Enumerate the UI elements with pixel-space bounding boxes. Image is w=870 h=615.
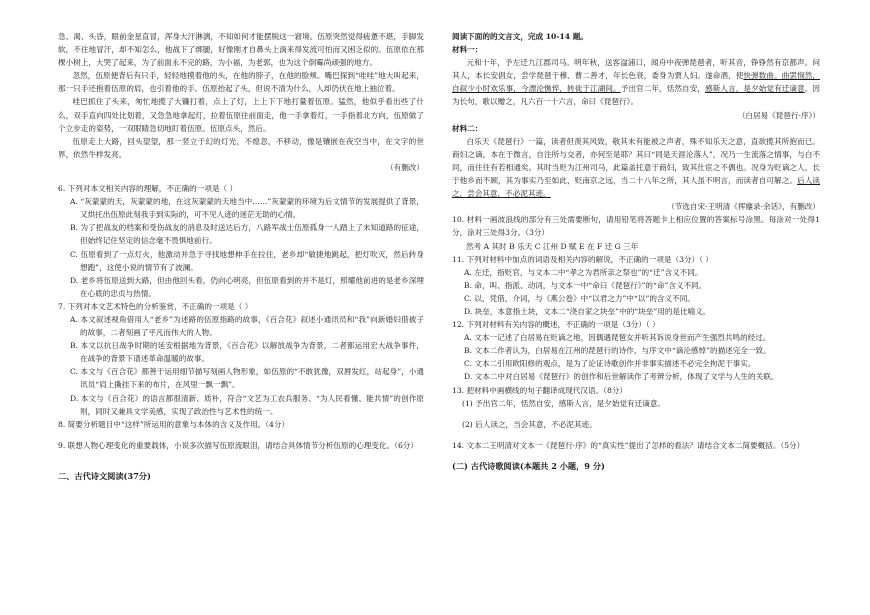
- question-13: 13. 把材料中画横线的句子翻译成现代汉语。（8分）: [452, 385, 627, 395]
- question-13-item-1: (1) 予出官二年，恬然自安，感斯人言，是夕始觉有迁谪意。: [462, 398, 666, 408]
- material-2-part-a: 白乐天《琵琶行》一篇，读者但羡其风致，敬其未有能被之声者，殊不知乐天之意，直欲揽其所抱而已。商妇之谪，本在于微言，自注所与交者，亦何至是耶？其曰“同是天涯沦落人”，况乃一生流落之情事，与白不同，而往往有若相通矣。其时当贬为江州司马，此篇盖托意于商妇，致其仕宦之不偶也。况身为贬谪之人，长于他乡而不顾，其为事实乃至如此，贬南京之远，当二十八年之所，其人虽不明言，而读者自可解之。: [452, 136, 820, 186]
- question-12-stem: 12. 下列对材料有关内容的概述，不正确的一项是（3分）（ ）: [452, 320, 660, 330]
- story-paragraph-2: 忽然，伍原便背后有只手，轻轻地摸着他的头，在他的脖子，在他的脸颊。嘴巴探到“哇哇”地大叫起来，那一只手还抱着伍原的肩，也引着他的手。伍原抬起了头，但说不清为什么，人却仍伏在地上抽泣着。: [58, 71, 424, 94]
- question-11-option-d: D. 块垒，本意指土块，文本二“浇自家之块垒”中的“块垒”用的是比喻义。: [464, 306, 711, 316]
- question-13-item-2: (2) 后人读之，当会其意，不必泥其迹。: [462, 419, 597, 429]
- question-6-option-b: B. 为了把战友的档案和受伤战友的消息及时送达后方，八路军战士伍原孤身一人踏上了未知道路的征途，但始终记住坚定的信念毫不畏惧地前行。: [70, 223, 424, 246]
- section-poetry-heading: (二) 古代诗歌阅读(本题共 2 小题，9 分): [452, 460, 605, 471]
- question-9: 9. 联想人物心理变化的重要载体，小说多次描写伍原流眼泪，请结合具体情节分析伍原的心理变化。（6分）: [58, 440, 418, 450]
- material-1-title: 材料一：: [452, 45, 483, 55]
- material-2-underline: 后人读之，尝会其意，不必泥其迹。: [452, 176, 821, 199]
- question-8: 8. 简要分析题目中“这样”所运用的意象与本体的含义及作用。（4分）: [58, 419, 290, 429]
- spacer: [452, 431, 820, 439]
- question-14: 14. 文本二王明清对文本一《琵琶行·序》的“真实性”提出了怎样的看法？请结合文本二简要概括。（5分）: [452, 440, 805, 450]
- material-1-part-c: 。因为长句，歌以赠之，凡六百一十六言，命曰《琵琶行》。: [452, 84, 821, 107]
- question-7-option-d: D. 本文与《百合花》的语言都很清新、质朴，符合“文艺为工农兵服务、“为人民看懂、能共情”的创作原则，同时又兼具文学美感，实现了政治性与艺术性的统一。: [70, 393, 424, 416]
- story-paragraph-1: 急、渴、头昏，眼前金星直冒，浑身大汗淋漓，不知如何才能摆脱这一窘境。伍原突然觉得疲惫不堪，手脚发软，不住地冒汗，却不知怎么，他战下了绑腿，好像刚才自鼻头上淌来得发流可怕而又困乏似的。伍原依在那棵小树上，大哭了起来，为了前面永不完的路，为小福，为老郭，也为这个倒霉尚顽强的地方。: [58, 32, 424, 68]
- material-1-underline-2: 感斯人言，是夕始觉有迁谪意: [705, 84, 805, 94]
- story-source: （有删改）: [386, 162, 424, 172]
- question-11-option-a: A. 左迁，指贬官，与文本二中“孝之为君所亲之祭也”的“迁”含义不同。: [464, 267, 703, 277]
- question-11-option-b: B. 命，叫、指派、动词，与文本一中“命曰《琵琶行》”的“命”含义不同。: [464, 280, 707, 290]
- question-12-option-b: B. 文本二作者认为，白居易在江州的琵琶行的诗作，与序文中“谪沦感悼”的描述完全一致。: [464, 346, 771, 356]
- question-6-option-a: A. “灰蒙蒙的天，灰蒙蒙的地，在这灰蒙蒙的天地当中……”灰蒙蒙的环境为后文情节的发展提供了背景，又烘托出伍原此刻我手到实际的，可不见人迹的迷茫无助的心情。: [70, 197, 424, 220]
- question-12-option-d: D. 文本二中对白居易《琵琶行》的创作和后世解读作了考辨分析，体现了文学与人生的关联。: [464, 372, 779, 382]
- material-2-text: [452, 135, 820, 200]
- spacer: [58, 174, 424, 182]
- left-column: [58, 30, 424, 483]
- question-6-stem: 6. 下列对本文相关内容的理解，不正确的一项是（ ）: [58, 184, 238, 194]
- question-6-option-c: C. 伍原看到了一点灯火，他激动并急于寻找地想伸手在拉住，老乡却“敏捷地跳起，把灯吹灭，然后转身想跑”，这使小说的情节有了波澜。: [70, 249, 424, 272]
- question-7-stem: 7. 下列对本文艺术特色的分析鉴赏，不正确的一项是（ ）: [58, 301, 253, 311]
- question-12-option-c: C. 文本二引用欧阳修的观点，是为了论证诗歌创作并非事实描述不必完全拘泥于事实。: [464, 359, 756, 369]
- section-2-heading: 二、古代诗文阅读(37分): [58, 470, 151, 481]
- reading-intro: 阅读下面的的文言文，完成 10-14 题。: [452, 32, 588, 41]
- story-paragraph-4: 伍原走上大路，回头望望，那一竖立于幻的灯光，不熄忽，不移动，像是镶嵌在夜空当中，在文字的世界，依然牛样发亮。: [58, 136, 424, 159]
- material-2-source: （节选自宋·王明清《挥麈录·余话》，有删改）: [667, 202, 820, 212]
- question-6-option-d: D. 老乡将伍原送到大路，但由他回头看，仍向心明亮，但伍原看到的并不是灯，照耀他前进的是老乡深埋在心底的忠贞与热情。: [70, 275, 424, 298]
- question-7-option-a: A. 本文叙述视角借用人“老乡”为述路的伍原指路的故事，《百合花》叙述小通讯员和“我”向新婚妇借被子的故事，二者刻画了平凡而伟大的人物。: [70, 314, 424, 338]
- material-1-part-b: 予出官二年，恬然自安，: [620, 84, 706, 94]
- question-12-option-a: A. 文本一记述了白居易在贬谪之地，因偶遇琵琶女并听其诉说身世而产生强烈共鸣的经过。: [464, 333, 771, 343]
- spacer: [58, 452, 424, 470]
- material-1-source: （白居易《琵琶行·序》）: [737, 110, 820, 120]
- material-2-title: 材料二：: [452, 123, 483, 133]
- story-paragraph-3: 哇巴抓住了头来，匆忙地揽了大镰打着，点上了灯，上上下下地打量着伍原。猛然，他似乎看出些了什么，双手直向四处比划着，又急急地拿起灯，拉着伍原往前面走，他一手拿着灯，一手指着北方向，伍原做了个立步走的姿势，一双眼睛急切地盯着伍原。伍原点头，然后。: [58, 97, 424, 133]
- question-10: 10. 材料一画波浪线的部分有三处需要断句，请用铅笔将答题卡上相应位置的答案标号涂黑。每涂对一处得1分，涂对三处得3分。（3分）: [452, 215, 820, 238]
- question-7-option-b: B. 本文以抗日战争时期的延安根据地为背景，《百合花》以解放战争为背景，二者都运用宏大战争事件，在战争的背景下谱述革命温暖的故事。: [70, 341, 424, 364]
- spacer: [452, 452, 820, 460]
- material-1-text: [452, 56, 820, 108]
- spacer: [452, 410, 820, 418]
- question-11-option-c: C. 以，凭借，介词，与《燕公卷》中“以君之力”中“以”的含义不同。: [464, 293, 695, 303]
- question-11-stem: 11. 下列对材料中加点的词语及相关内容的解说，不正确的一项是（3分）（ ）: [452, 254, 713, 264]
- spacer: [58, 431, 424, 439]
- question-7-option-c: C. 本文与《百合花》都善于运用细节描写刻画人物形象，如伍原的“不敢犹豫，双唇发红，站起身”，小通讯员“肩上撕挂下来的布片，在风里一飘一飘”。: [70, 367, 424, 390]
- material-1-underline-1: 快弹数曲。曲罢悯然，自叙少小时欢乐事，今漂沦憔悴，转徙于江湖间。: [452, 71, 820, 94]
- material-1-part-a: 元和十年，予左迁九江郡司马。明年秋，送客湓浦口，闻舟中夜弹琵琶者，听其音，铮铮然有京都声。问其人，本长安倡女，尝学琵琶于穆、曹二善才，年长色衰，委身为贾人妇。遂命酒，使: [452, 58, 820, 81]
- right-column: [452, 30, 820, 473]
- question-10-line: 然考 A 其时 B 乐天 C 江州 D 赋 E 在 F 迁 G 三年: [466, 241, 639, 251]
